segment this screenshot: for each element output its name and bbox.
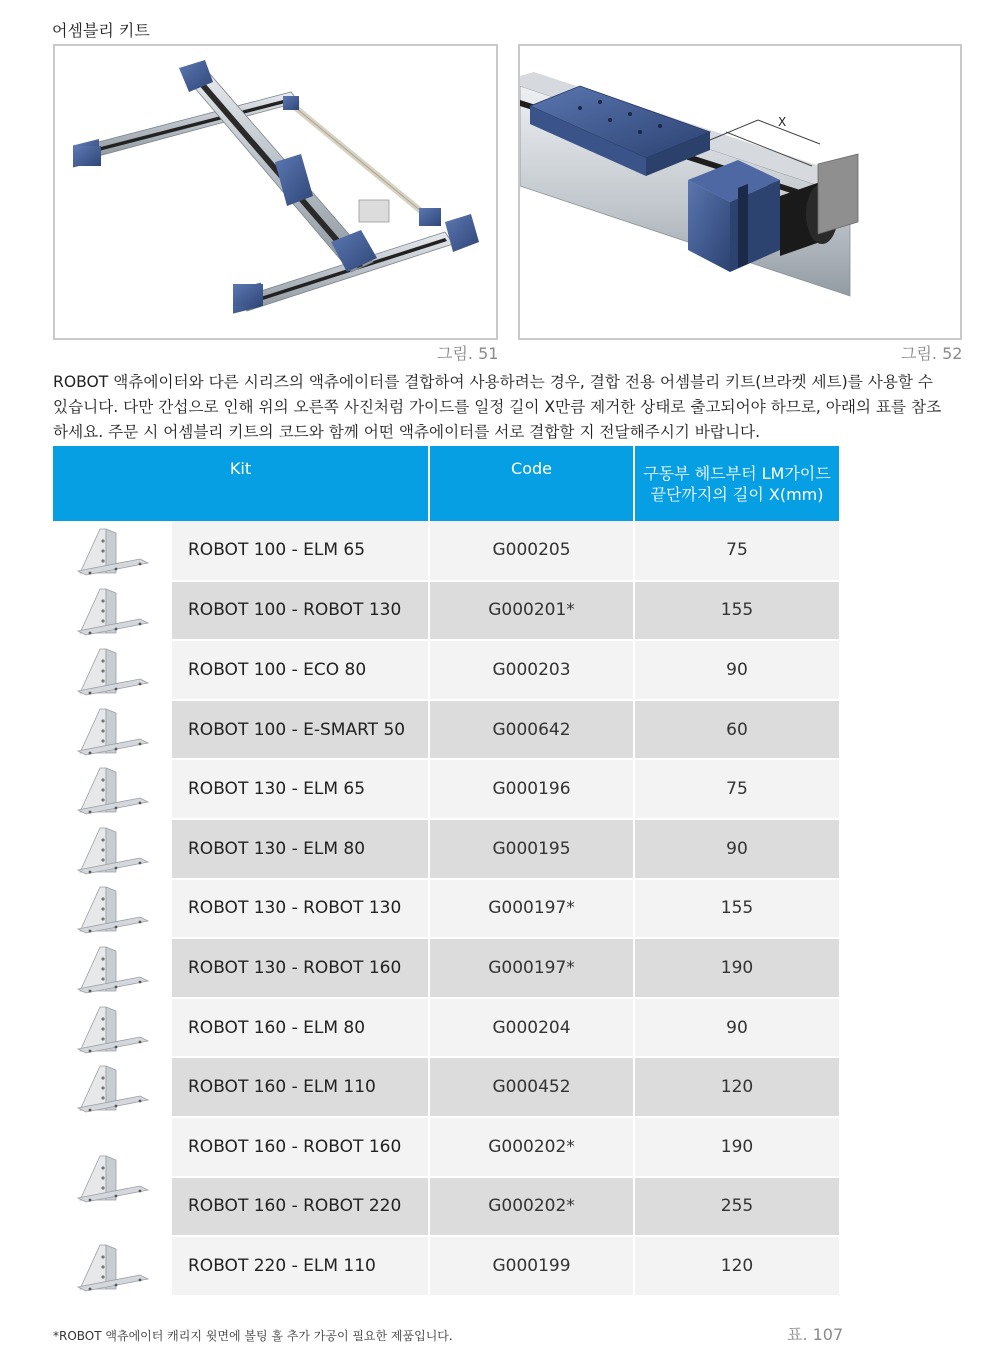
kit-name-cell: ROBOT 100 - E-SMART 50 <box>171 700 429 760</box>
kit-name-cell: ROBOT 130 - ROBOT 160 <box>171 938 429 998</box>
kit-code-cell: G000201* <box>429 581 634 641</box>
header-length-line1: 구동부 헤드부터 LM가이드 <box>643 463 831 483</box>
figure-52-caption: 그림. 52 <box>901 344 963 363</box>
bracket-icon <box>70 703 154 757</box>
kit-image-cell <box>53 700 171 760</box>
table-row <box>53 640 839 700</box>
kit-length-cell: 190 <box>634 1117 839 1177</box>
bracket-icon <box>70 822 154 876</box>
kit-name-cell: ROBOT 130 - ELM 80 <box>171 819 429 879</box>
kit-image-cell <box>53 1117 171 1236</box>
kit-code-cell: G000199 <box>429 1236 634 1296</box>
kit-image-cell <box>53 1057 171 1117</box>
kit-code-cell: G000204 <box>429 998 634 1058</box>
bracket-icon <box>70 1150 154 1204</box>
bracket-icon <box>70 523 154 577</box>
kit-name-cell: ROBOT 100 - ROBOT 130 <box>171 581 429 641</box>
kit-image-cell <box>53 640 171 700</box>
intro-line: 하세요. 주문 시 어셈블리 키트의 코드와 함께 어떤 액츄에이터를 서로 결합할 지 전달해주시기 바랍니다. <box>53 423 761 441</box>
table-header-row <box>53 446 839 521</box>
kit-length-cell: 120 <box>634 1057 839 1117</box>
bracket-icon <box>70 1239 154 1293</box>
kit-image-cell <box>53 938 171 998</box>
table-row <box>53 1117 839 1177</box>
kit-length-cell: 90 <box>634 998 839 1058</box>
bracket-icon <box>70 881 154 935</box>
kit-name-cell: ROBOT 100 - ELM 65 <box>171 521 429 581</box>
kit-name-cell: ROBOT 220 - ELM 110 <box>171 1236 429 1296</box>
kit-code-cell: G000195 <box>429 819 634 879</box>
footnote: *ROBOT 액츄에이터 캐리지 윗면에 볼팅 홀 추가 가공이 필요한 제품입니다. <box>53 1329 453 1343</box>
kit-code-cell: G000203 <box>429 640 634 700</box>
intro-line: 있습니다. 다만 간섭으로 인해 위의 오른쪽 사진처럼 가이드를 일정 길이 X만큼 제거한 상태로 출고되어야 하므로, 아래의 표를 참조 <box>53 398 942 416</box>
kit-length-cell: 90 <box>634 640 839 700</box>
bracket-icon <box>70 583 154 637</box>
kit-name-cell: ROBOT 130 - ELM 65 <box>171 759 429 819</box>
figure-guide-detail <box>518 44 962 340</box>
kit-image-cell <box>53 759 171 819</box>
kit-name-cell: ROBOT 160 - ELM 110 <box>171 1057 429 1117</box>
section-title: 어셈블리 키트 <box>52 21 150 40</box>
bracket-icon <box>70 941 154 995</box>
kit-length-cell: 90 <box>634 819 839 879</box>
kit-code-cell: G000642 <box>429 700 634 760</box>
assembly-kit-table <box>53 446 839 1297</box>
header-kit: Kit <box>53 446 429 521</box>
intro-line: ROBOT 액츄에이터와 다른 시리즈의 액츄에이터를 결합하여 사용하려는 경우, 결합 전용 어셈블리 키트(브라켓 세트)를 사용할 수 <box>53 373 933 391</box>
table-row <box>53 581 839 641</box>
kit-code-cell: G000202* <box>429 1117 634 1177</box>
bracket-icon <box>70 1060 154 1114</box>
table-row <box>53 819 839 879</box>
bracket-icon <box>70 643 154 697</box>
table-row <box>53 938 839 998</box>
kit-length-cell: 60 <box>634 700 839 760</box>
table-row <box>53 759 839 819</box>
dimension-x-label: X <box>778 115 787 129</box>
kit-name-cell: ROBOT 160 - ROBOT 220 <box>171 1177 429 1237</box>
guide-detail-illustration <box>520 46 960 338</box>
bracket-icon <box>70 762 154 816</box>
kit-image-cell <box>53 819 171 879</box>
kit-image-cell <box>53 1236 171 1296</box>
bracket-icon <box>70 1001 154 1055</box>
figure-51-caption: 그림. 51 <box>437 344 499 363</box>
kit-code-cell: G000202* <box>429 1177 634 1237</box>
table-row <box>53 879 839 939</box>
kit-name-cell: ROBOT 160 - ELM 80 <box>171 998 429 1058</box>
header-code: Code <box>429 446 634 521</box>
kit-length-cell: 120 <box>634 1236 839 1296</box>
kit-length-cell: 255 <box>634 1177 839 1237</box>
kit-name-cell: ROBOT 160 - ROBOT 160 <box>171 1117 429 1177</box>
kit-name-cell: ROBOT 100 - ECO 80 <box>171 640 429 700</box>
kit-code-cell: G000197* <box>429 879 634 939</box>
kit-length-cell: 190 <box>634 938 839 998</box>
kit-image-cell <box>53 879 171 939</box>
kit-code-cell: G000205 <box>429 521 634 581</box>
kit-code-cell: G000196 <box>429 759 634 819</box>
figure-gantry-assembly <box>53 44 498 340</box>
gantry-illustration <box>55 46 496 338</box>
table-caption: 표. 107 <box>787 1325 844 1344</box>
kit-length-cell: 75 <box>634 521 839 581</box>
table-row <box>53 998 839 1058</box>
table-row <box>53 700 839 760</box>
header-length-line2: 끝단까지의 길이 X(mm) <box>650 484 824 504</box>
kit-length-cell: 155 <box>634 581 839 641</box>
kit-length-cell: 75 <box>634 759 839 819</box>
table-row <box>53 1057 839 1117</box>
table-row <box>53 521 839 581</box>
table-row <box>53 1236 839 1296</box>
kit-image-cell <box>53 581 171 641</box>
kit-image-cell <box>53 998 171 1058</box>
table-row <box>53 1177 839 1237</box>
intro-paragraph <box>53 370 965 445</box>
kit-image-cell <box>53 521 171 581</box>
kit-code-cell: G000452 <box>429 1057 634 1117</box>
kit-name-cell: ROBOT 130 - ROBOT 130 <box>171 879 429 939</box>
kit-code-cell: G000197* <box>429 938 634 998</box>
header-length <box>634 446 839 521</box>
kit-length-cell: 155 <box>634 879 839 939</box>
